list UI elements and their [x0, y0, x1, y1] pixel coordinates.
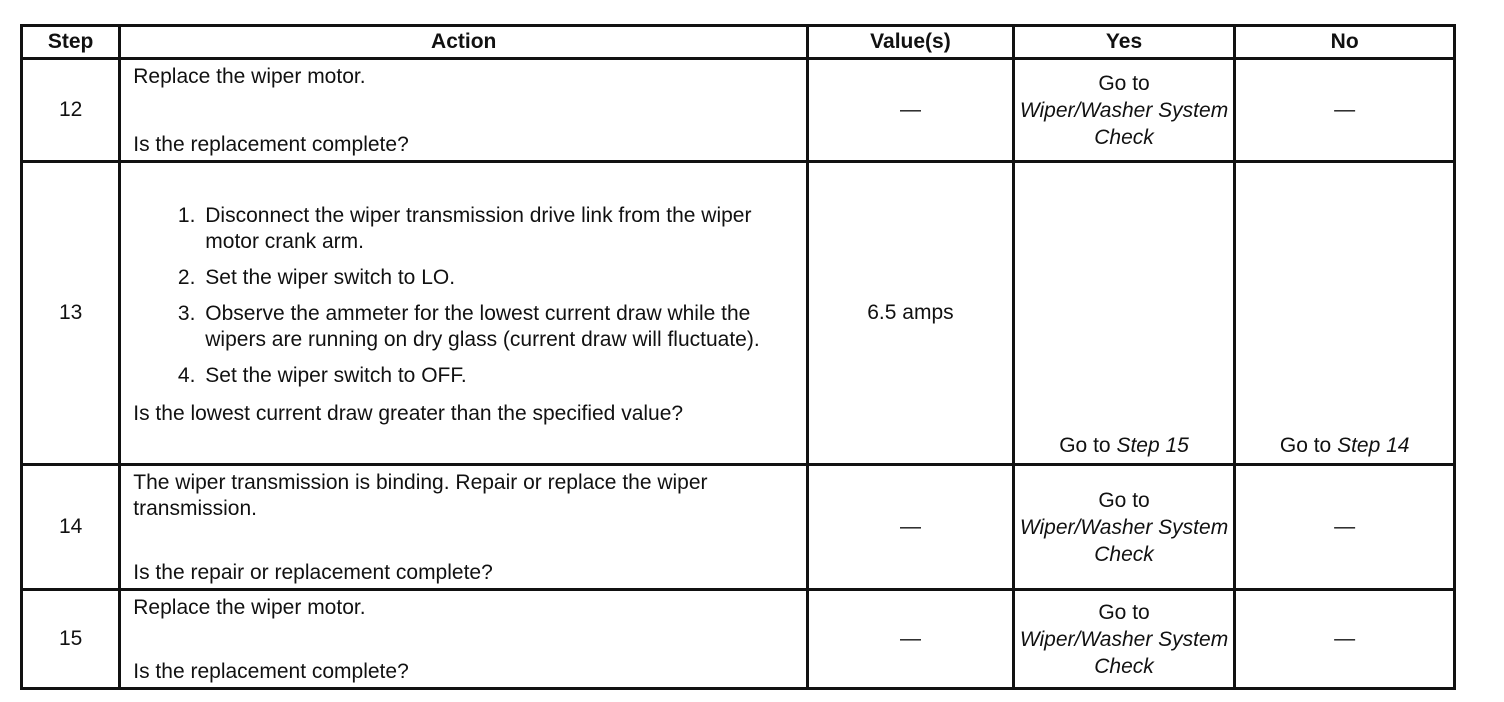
- action-cell: [120, 465, 808, 590]
- no-cell: —: [1235, 59, 1455, 162]
- action-step: 4. Set the wiper switch to OFF.: [201, 363, 796, 389]
- question-text: Is the lowest current draw greater than the specified value?: [133, 402, 684, 425]
- no-cell: —: [1235, 465, 1455, 590]
- table-row: [22, 162, 1455, 465]
- header-row: [22, 26, 1455, 59]
- action-text: Replace the wiper motor.: [133, 65, 366, 88]
- table-row: [22, 590, 1455, 689]
- yes-cell: [1013, 59, 1235, 162]
- action-step: 1. Disconnect the wiper transmission drive link from the wiper motor crank arm.: [201, 203, 796, 255]
- action-text: The wiper transmission is binding. Repair or replace the wiper transmission.: [133, 471, 708, 520]
- header-yes: Yes: [1013, 26, 1235, 59]
- action-step: 3. Observe the ammeter for the lowest current draw while the wipers are running on dry glass (current draw will fluctuate).: [201, 301, 796, 353]
- goto-label: Go to: [1098, 488, 1150, 512]
- goto-label: Go to: [1098, 600, 1150, 624]
- goto-label: Go to: [1279, 434, 1332, 457]
- goto-link[interactable]: Step 15: [1116, 434, 1189, 457]
- header-no: No: [1235, 26, 1455, 59]
- table-row: [22, 465, 1455, 590]
- action-cell: [120, 590, 808, 689]
- header-action: Action: [120, 26, 808, 59]
- goto-link[interactable]: Step 14: [1337, 434, 1410, 457]
- no-cell: [1235, 162, 1455, 465]
- step-number: 14: [22, 465, 120, 590]
- yes-cell: [1013, 162, 1235, 465]
- question-text: Is the replacement complete?: [133, 133, 409, 156]
- goto-label: Go to: [1098, 71, 1150, 95]
- goto-label: Go to: [1059, 434, 1111, 457]
- goto-link[interactable]: Wiper/Washer System Check: [1019, 98, 1229, 149]
- action-cell: [120, 59, 808, 162]
- step-number: 12: [22, 59, 120, 162]
- header-values: Value(s): [808, 26, 1014, 59]
- yes-cell: [1013, 465, 1235, 590]
- value-cell: —: [808, 465, 1014, 590]
- action-text: Replace the wiper motor.: [133, 596, 366, 619]
- question-text: Is the replacement complete?: [133, 660, 409, 683]
- question-text: Is the repair or replacement complete?: [133, 561, 493, 584]
- step-number: 15: [22, 590, 120, 689]
- yes-cell: [1013, 590, 1235, 689]
- header-step: Step: [22, 26, 120, 59]
- goto-link[interactable]: Wiper/Washer System Check: [1019, 627, 1229, 678]
- step-number: 13: [22, 162, 120, 465]
- value-cell: 6.5 amps: [808, 162, 1014, 465]
- action-cell: [120, 162, 808, 465]
- action-step: 2. Set the wiper switch to LO.: [201, 265, 796, 291]
- table-row: [22, 59, 1455, 162]
- action-step-list: [133, 203, 796, 397]
- goto-link[interactable]: Wiper/Washer System Check: [1019, 515, 1229, 566]
- diagnostic-table: [20, 24, 1456, 690]
- value-cell: —: [808, 59, 1014, 162]
- no-cell: —: [1235, 590, 1455, 689]
- value-cell: —: [808, 590, 1014, 689]
